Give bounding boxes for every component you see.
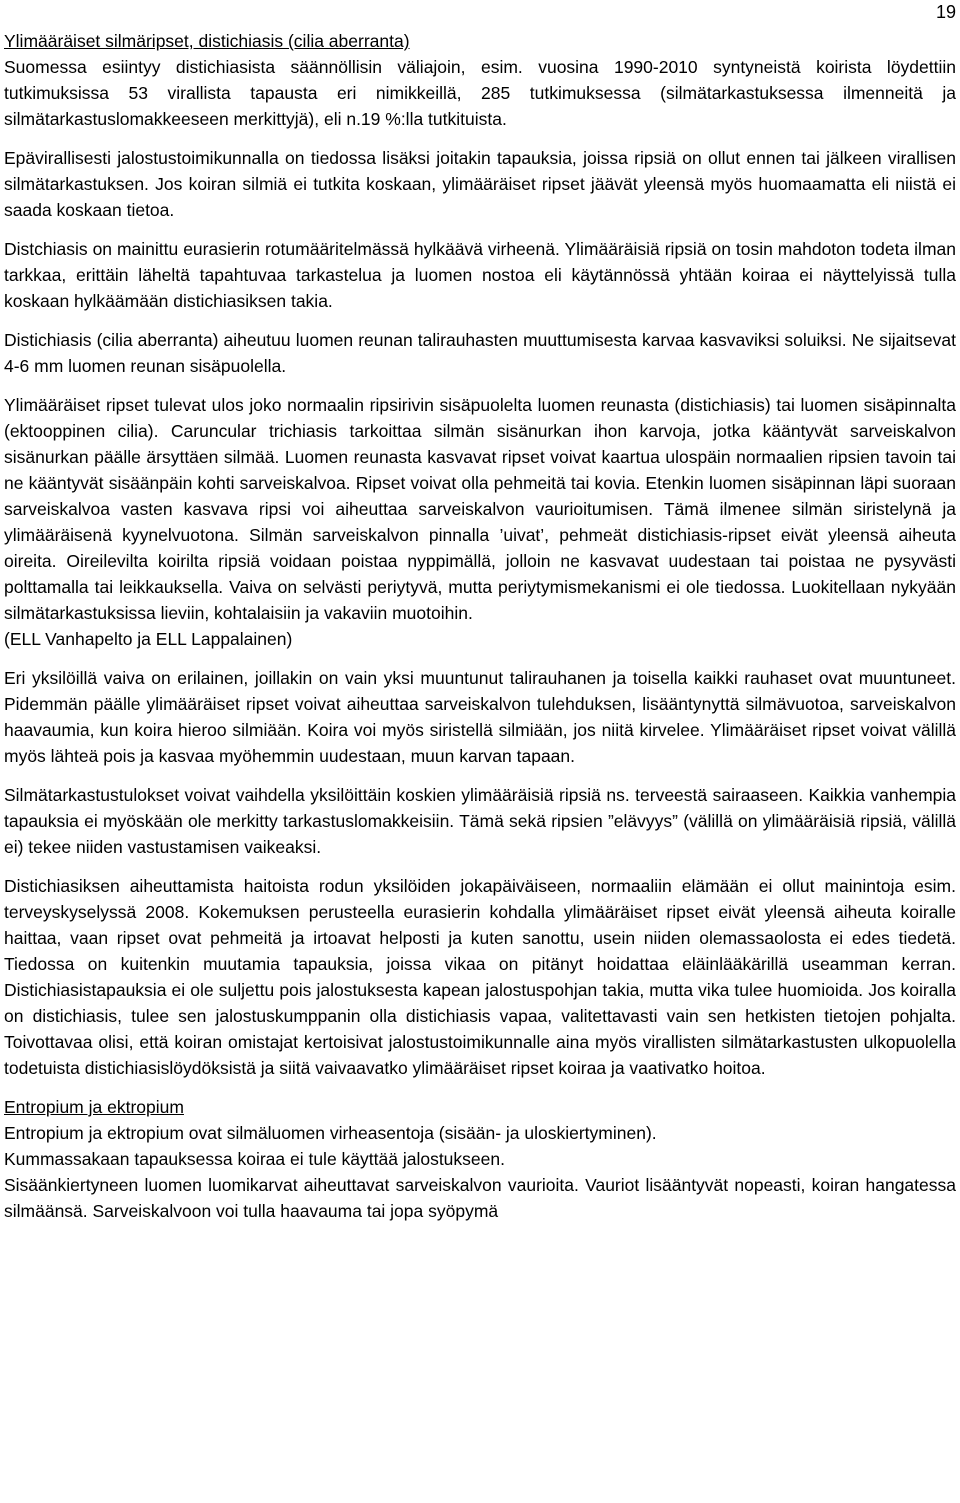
section-distichiasis-intro [4, 28, 956, 132]
paragraph-exam-results: Silmätarkastustulokset voivat vaihdella yksilöittäin koskien ylimääräisiä ripsiä ns. terveestä sairaaseen. Kaikkia vanhempia tapauksia ei myöskään ole merkitty tarkastuslomakkeisiin. Tämä sekä ripsien ”elävyys” (välillä on ylimääräisiä ripsiä, välillä ei) tekee niiden vastustamisen vaikeaksi. [4, 785, 956, 857]
entropium-line-3: Sisäänkiertyneen luomen luomikarvat aiheuttavat sarveiskalvon vaurioita. Vauriot lisääntyvät nopeasti, koiran hangatessa silmäänsä. Sarveiskalvoon voi tulla haavauma tai jopa syöpymä [4, 1175, 956, 1221]
paragraph-credit: (ELL Vanhapelto ja ELL Lappalainen) [4, 629, 293, 649]
section-heading-distichiasis: Ylimääräiset silmäripset, distichiasis (cilia aberranta) [4, 31, 410, 51]
paragraph-breed-standard: Distchiasis on mainittu eurasierin rotumääritelmässä hylkäävä virheenä. Ylimääräisiä ripsiä on tosin mahdoton todeta ilman tarkkaa, erittäin läheltä tapahtuvaa tarkastelua ja luomen nostoa eli käytännössä yhtään koiraa ei näyttelyissä tulla koskaan hylkäämään distichiasiksen takia. [4, 239, 956, 311]
paragraph-statistics: Suomessa esiintyy distichiasista säännöllisin väliajoin, esim. vuosina 1990-2010 syntyneistä koirista löydettiin tutkimuksissa 53 virallista tapausta eri nimikkeillä, 285 tutkimuksessa (silmätarkastuksessa ilmenneitä ja silmätarkastuslomakkeeseen merkittyjä), eli n.19 %:lla tutkituista. [4, 57, 956, 129]
section-entropium [4, 1094, 956, 1224]
entropium-line-1: Entropium ja ektropium ovat silmäluomen virheasentoja (sisään- ja uloskiertyminen). [4, 1123, 657, 1143]
paragraph-unofficial: Epävirallisesti jalostustoimikunnalla on tiedossa lisäksi joitakin tapauksia, joissa ripsiä on ollut ennen tai jälkeen virallisen silmätarkastuksen. Jos koiran silmiä ei tutkita koskaan, ylimääräiset ripset jäävät yleensä myös huomaamatta eli niistä ei saada koskaan tietoa. [4, 148, 956, 220]
paragraph-breeding-advice: Distichiasiksen aiheuttamista haitoista rodun yksilöiden jokapäiväiseen, normaaliin elämään ei ollut mainintoja esim. terveyskyselyssä 2008. Kokemuksen perusteella eurasierin kohdalla ylimääräiset ripset eivät yleensä aiheuta koiralle haittaa, vaan ripset ovat pehmeitä ja irtoavat helposti ja kuten sanottu, usein niiden olemassaolosta ei edes tiedetä. Tiedossa on kuitenkin muutamia tapauksia, joissa vikaa on pitänyt hoidattaa eläinlääkärillä useamman kerran. Distichiasistapauksia ei ole suljettu pois jalostuksesta kapean jalostuspohjan takia, mutta vika tulee huomioida. Jos koiralla on distichiasis, tulee sen jalostuskumppanin olla distichiasis vapaa, valitettavasti vain sen hetkisten tietojen pohjalta. Toivottavaa olisi, että koiran omistajat kertoisivat jalostustoimikunnalle aina myös virallisten silmätarkastusten ulkopuolella todetuista distichiasislöydöksistä ja siitä vaivaavatko ylimääräiset ripset koiraa ja vaativatko hoitoa. [4, 876, 956, 1078]
entropium-line-2: Kummassakaan tapauksessa koiraa ei tule käyttää jalostukseen. [4, 1149, 505, 1169]
page-number: 19 [935, 2, 956, 22]
paragraph-cause: Distichiasis (cilia aberranta) aiheutuu luomen reunan talirauhasten muuttumisesta karvaa kasvaviksi soluiksi. Ne sijaitsevat 4-6 mm luomen reunan sisäpuolella. [4, 330, 956, 376]
paragraph-individual-variation: Eri yksilöillä vaiva on erilainen, joillakin on vain yksi muuntunut talirauhanen ja toisella kaikki rauhaset ovat muuntuneet. Pidemmän päälle ylimääräiset ripset voivat aiheuttaa sarveiskalvon tulehduksen, lisääntynyttä silmävuotoa, sarveiskalvon haavaumia, kun koira hieroo silmiään. Koira voi myös siristellä silmiään, jos niitä kirvelee. Ylimääräiset ripset voivat välillä myös lähteä pois ja kasvaa myöhemmin uudestaan, muun karvan tapaan. [4, 668, 956, 766]
document-body [4, 28, 956, 1237]
paragraph-description [4, 392, 956, 652]
section-heading-entropium: Entropium ja ektropium [4, 1097, 184, 1117]
paragraph-description-text: Ylimääräiset ripset tulevat ulos joko normaalin ripsirivin sisäpuolelta luomen reunasta (distichiasis) tai luomen sisäpinnalta (ektooppinen cilia). Caruncular trichiasis tarkoittaa silmän sisänurkan ihon karvoja, jotka kääntyvät sarveiskalvon sisänurkan päälle ärsyttäen silmää. Luomen reunasta kasvavat ripset voivat kaartua ulospäin normaalien ripsien tavoin tai ne kääntyvät sisäänpäin kohti sarveiskalvoa. Ripset voivat olla pehmeitä tai kovia. Etenkin luomen sisäpinnan läpi suoraan sarveiskalvoa vasten kasvava ripsi voi aiheuttaa sarveiskalvon vaurioitumisen. Tämä ilmenee silmän siristelynä ja ylimääräisenä kyynelvuotona. Silmän sarveiskalvon pinnalla ’uivat’, pehmeät distichiasis-ripset eivät yleensä aiheuta oireita. Oireilevilta koirilta ripsiä voidaan poistaa nyppimällä, jolloin ne kasvavat uudestaan tai poistaa ne pysyvästi polttamalla tai leikkauksella. Vaiva on selvästi periytyvä, mutta periytymismekanismi ei ole tiedossa. Luokitellaan nykyään silmätarkastuksissa lieviin, kohtalaisiin ja vakaviin muotoihin. [4, 395, 956, 623]
